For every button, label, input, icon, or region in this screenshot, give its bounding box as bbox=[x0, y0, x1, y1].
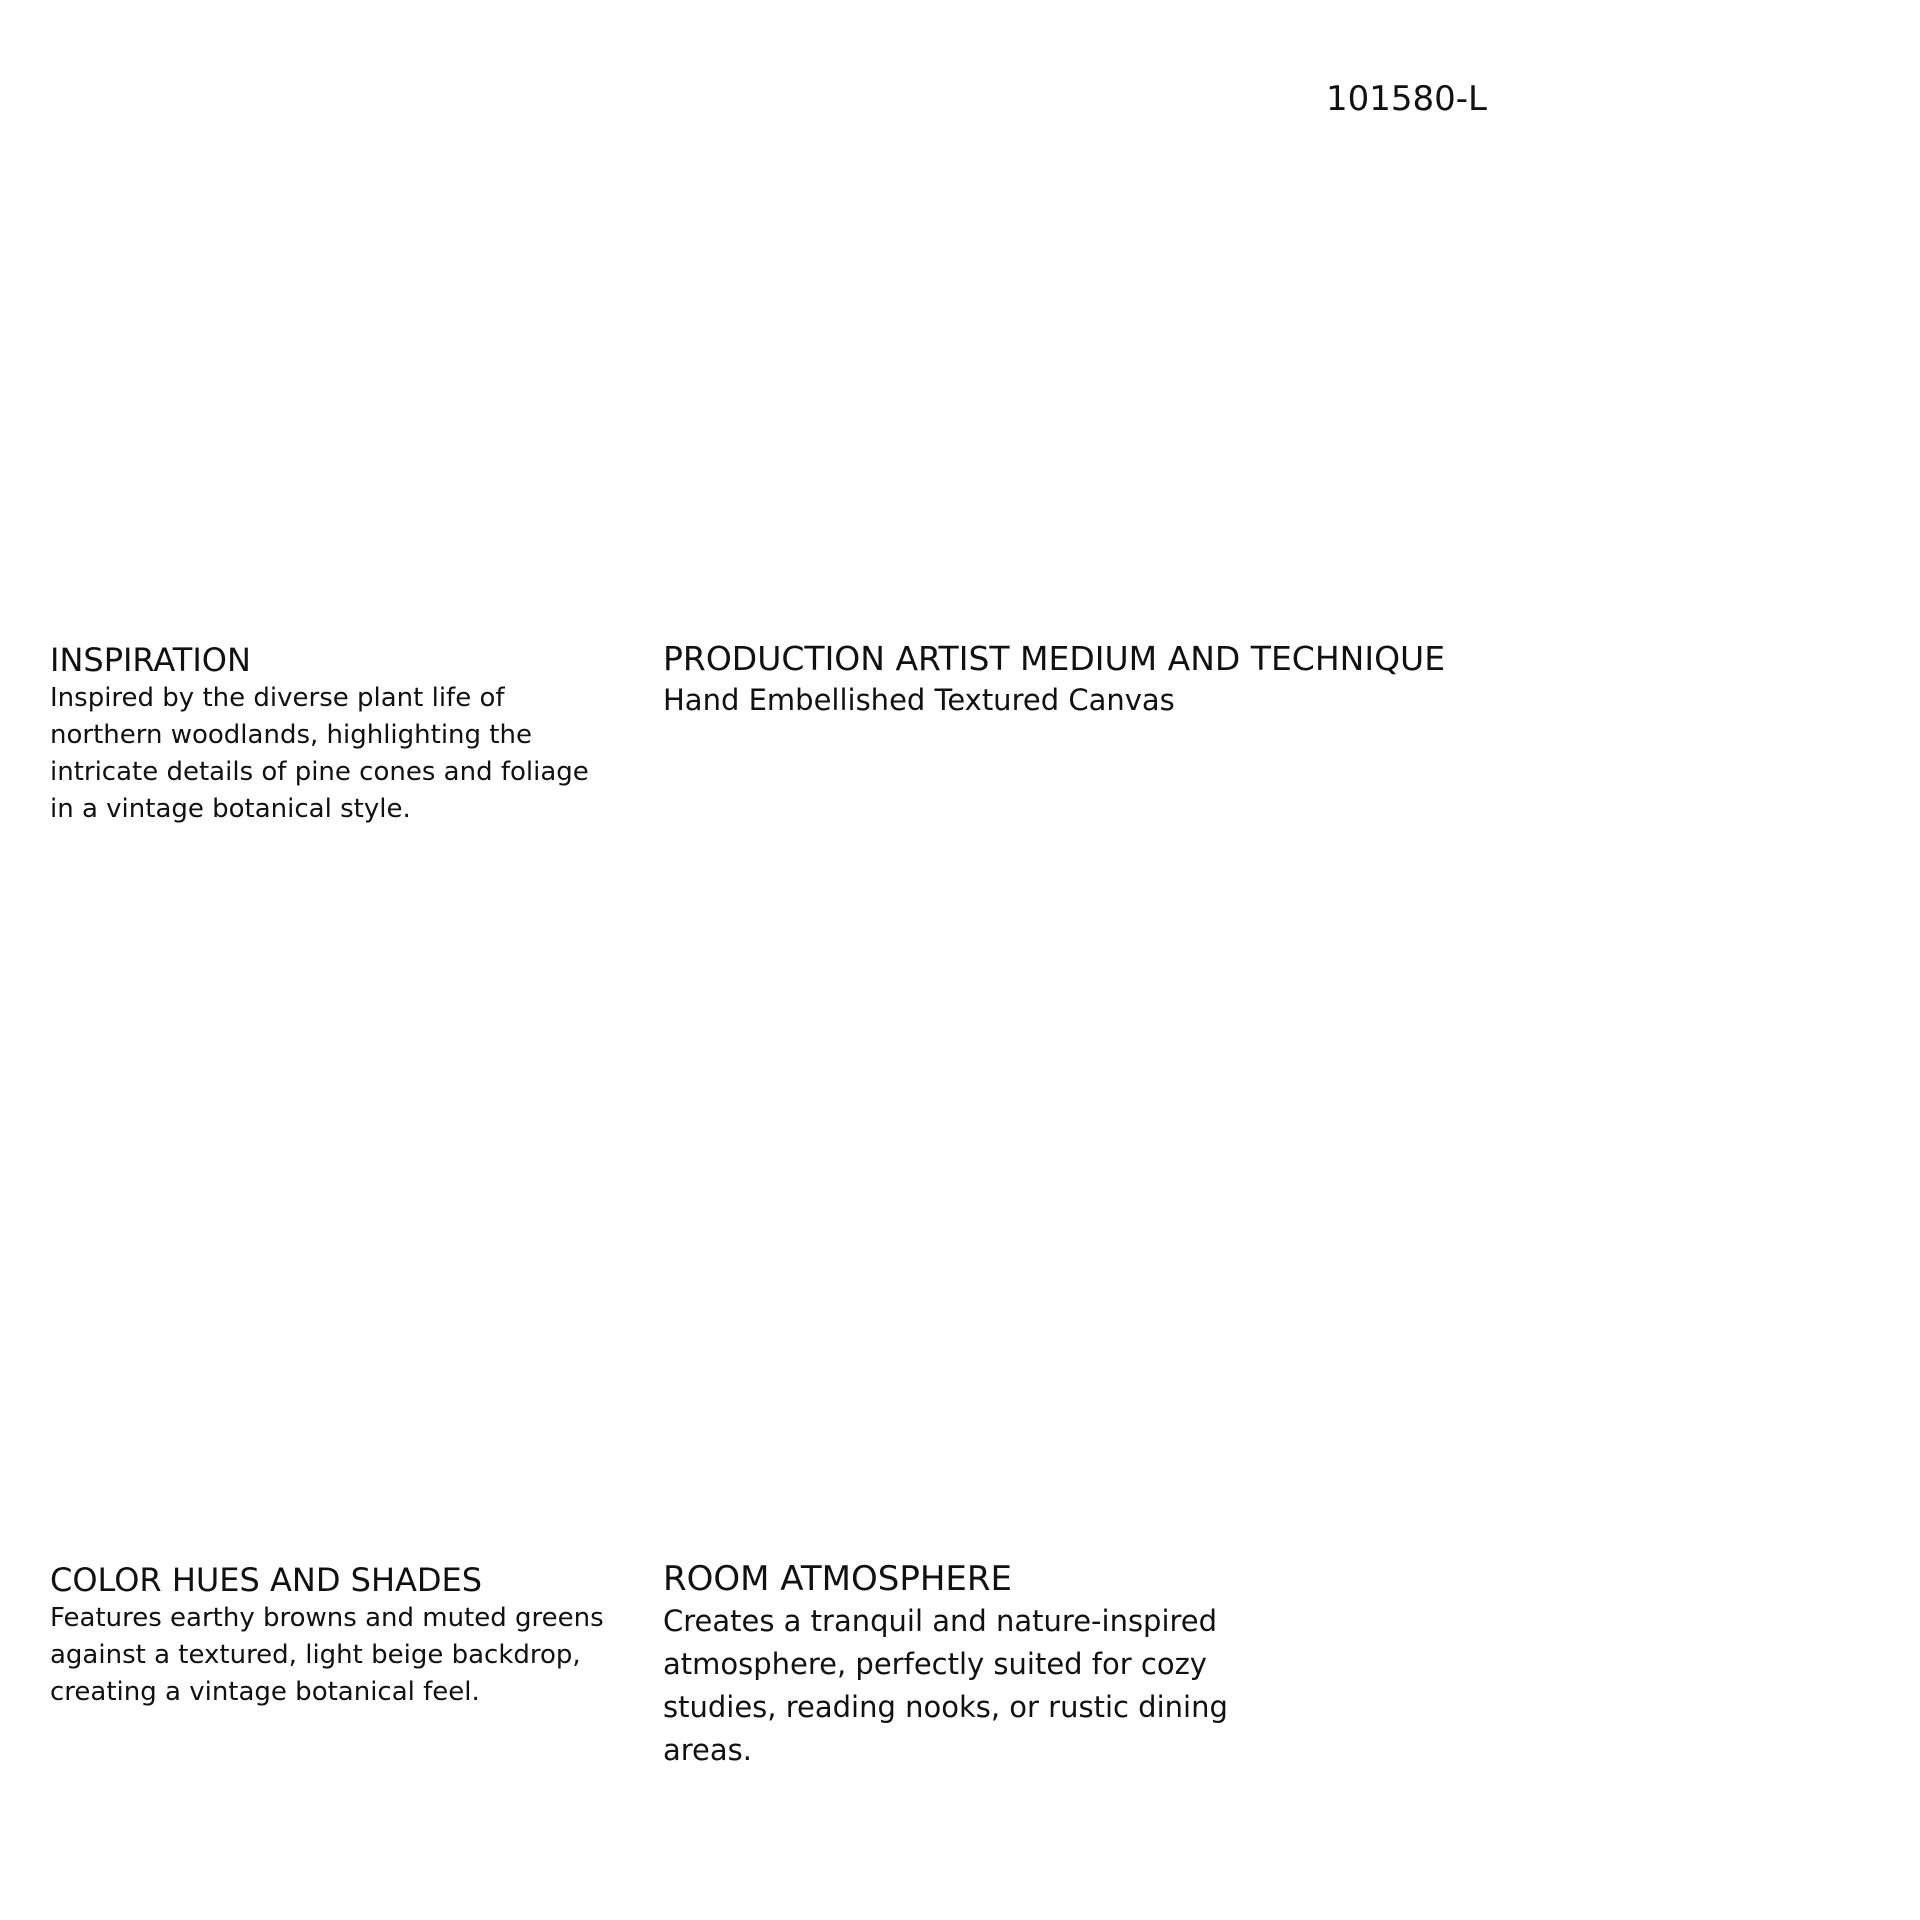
product-sku: 101580-L bbox=[1326, 79, 1488, 119]
color-section bbox=[50, 1560, 620, 1711]
color-text: Features earthy browns and muted greens against a textured, light beige backdrop, creating a vintage botanical feel. bbox=[50, 1603, 604, 1707]
inspiration-text: Inspired by the diverse plant life of northern woodlands, highlighting the intricate details of pine cones and foliage in a vintage botanical style. bbox=[50, 683, 589, 824]
color-heading: COLOR HUES AND SHADES bbox=[50, 1561, 483, 1599]
inspiration-section bbox=[50, 640, 620, 828]
room-atmosphere-heading: ROOM ATMOSPHERE bbox=[663, 1559, 1013, 1599]
production-heading: PRODUCTION ARTIST MEDIUM AND TECHNIQUE bbox=[663, 639, 1446, 678]
production-text: Hand Embellished Textured Canvas bbox=[663, 683, 1175, 717]
inspiration-heading: INSPIRATION bbox=[50, 641, 251, 679]
room-atmosphere-section bbox=[663, 1558, 1243, 1772]
production-section bbox=[663, 638, 1483, 720]
room-atmosphere-text: Creates a tranquil and nature-inspired atmosphere, perfectly suited for cozy studies, reading nooks, or rustic dining areas. bbox=[663, 1604, 1228, 1767]
